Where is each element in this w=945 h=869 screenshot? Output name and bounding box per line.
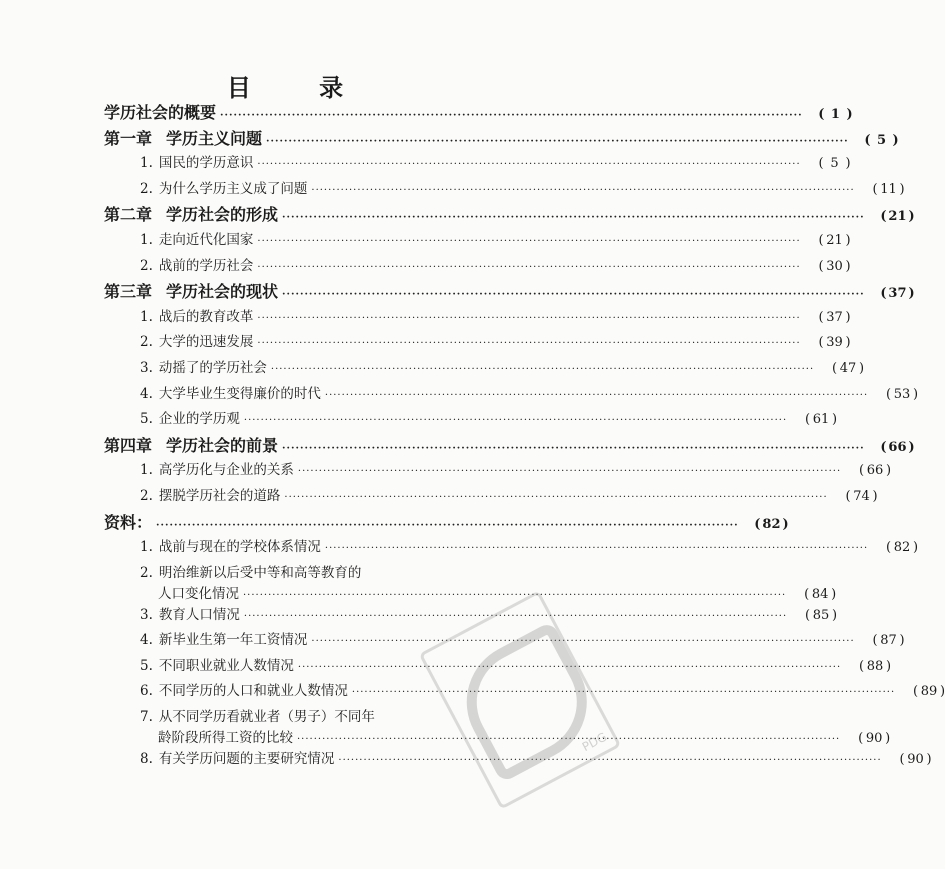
page-number: ( 90 )	[899, 752, 932, 768]
dot-leader	[156, 520, 739, 531]
page-number-value: 85	[812, 607, 830, 623]
page-number-value: 61	[812, 412, 830, 428]
page-number: ( 90 )	[858, 731, 891, 747]
entry-label: 大学毕业生变得廉价的时代	[158, 385, 321, 402]
page-number: ( 47 )	[831, 360, 865, 376]
entry-label: 人口变化情况	[158, 585, 239, 602]
entry-label: 龄阶段所得工资的比较	[158, 730, 293, 747]
page-number: ( 85 )	[804, 607, 838, 623]
entry-number: 3.	[140, 359, 153, 376]
page-number: ( 66 )	[880, 439, 915, 455]
toc-section-entry[interactable]	[104, 458, 892, 484]
entry-number: 2.	[140, 564, 153, 581]
entry-number: 5.	[140, 411, 153, 428]
toc-chapter-entry[interactable]	[104, 510, 789, 536]
toc-section-entry[interactable]	[104, 561, 494, 582]
toc-section-entry[interactable]	[104, 356, 865, 382]
entry-number: 2.	[140, 257, 153, 274]
toc-section-entry[interactable]	[104, 705, 494, 726]
entry-number: 5.	[140, 657, 153, 674]
page-number-value: 53	[893, 386, 911, 402]
entry-label: 不同职业就业人数情况	[158, 657, 294, 674]
toc-section-entry[interactable]	[104, 747, 932, 773]
dot-leader	[282, 289, 865, 300]
toc-section-entry[interactable]	[104, 228, 851, 254]
page-number-value: 82	[762, 516, 781, 532]
entry-label: 从不同学历看就业者（男子）不同年	[158, 709, 375, 726]
toc-section-entry[interactable]	[104, 330, 851, 356]
page-number: ( 37 )	[818, 309, 851, 325]
page-number: ( 21 )	[818, 232, 851, 248]
page-number-value: 87	[880, 633, 897, 649]
entry-number: 2.	[140, 334, 153, 351]
page-number: ( 39 )	[818, 335, 851, 351]
entry-number: 4.	[140, 632, 153, 649]
entry-label: 学历社会的形成	[166, 205, 279, 225]
entry-number: 1.	[140, 462, 153, 479]
dot-leader	[244, 415, 787, 426]
dot-leader	[257, 338, 800, 349]
page-number-value: 89	[920, 684, 938, 700]
entry-label: 明治维新以后受中等和高等教育的	[158, 564, 362, 581]
dot-leader	[352, 687, 895, 698]
page-number-value: 5	[830, 156, 839, 172]
watermark-text: PDG	[579, 729, 610, 755]
toc-chapter-entry[interactable]	[104, 433, 915, 459]
entry-number: 1.	[140, 539, 153, 556]
page-number-value: 11	[880, 181, 897, 197]
page-number-value: 84	[811, 586, 829, 602]
chapter-number: 第一章	[104, 128, 153, 148]
page-number: ( 87 )	[872, 633, 905, 649]
page-number: ( 82 )	[885, 540, 919, 556]
page-number: ( 11 )	[872, 181, 905, 197]
toc-section-entry[interactable]	[104, 582, 837, 603]
entry-label: 学历社会的概要	[104, 103, 217, 122]
entry-label: 学历社会的现状	[166, 282, 279, 302]
dot-leader	[311, 636, 854, 647]
page-number-value: 5	[876, 132, 886, 148]
entry-label: 新毕业生第一年工资情况	[158, 632, 308, 649]
page-number: ( 30 )	[818, 258, 851, 274]
entry-number: 7.	[140, 709, 153, 726]
page-number: ( 5 )	[864, 132, 899, 148]
page-number-value: 90	[907, 752, 924, 768]
dot-leader	[271, 364, 814, 375]
toc-section-entry[interactable]	[104, 382, 919, 408]
entry-label: 摆脱学历社会的道路	[158, 487, 281, 504]
page-number-value: 30	[826, 258, 843, 274]
entry-label: 不同学历的人口和就业人数情况	[158, 683, 348, 700]
page-number-value: 82	[893, 540, 911, 556]
toc-chapter-entry[interactable]	[104, 279, 915, 305]
entry-label: 有关学历问题的主要研究情况	[158, 751, 335, 768]
page-number: ( 1 )	[818, 107, 853, 122]
toc-chapter-entry[interactable]	[104, 126, 899, 152]
page-number-value: 74	[853, 488, 870, 504]
page-number: ( 66 )	[858, 463, 892, 479]
page-number-value: 37	[888, 286, 907, 302]
entry-label: 战后的教育改革	[158, 308, 254, 325]
toc-section-entry[interactable]	[104, 535, 919, 561]
chapter-number: 第二章	[104, 205, 153, 225]
chapter-number: 第四章	[104, 435, 153, 455]
page-number-value: 47	[839, 360, 857, 376]
dot-leader	[257, 313, 800, 324]
dot-leader	[257, 236, 800, 247]
entry-label: 大学的迅速发展	[158, 334, 254, 351]
entry-number: 3.	[140, 606, 153, 623]
entry-label: 高学历化与企业的关系	[158, 462, 294, 479]
entry-label: 走向近代化国家	[158, 231, 254, 248]
toc-section-entry[interactable]	[104, 254, 851, 280]
page-number: ( 21 )	[880, 209, 915, 225]
entry-label: 教育人口情况	[158, 606, 240, 623]
entry-label: 战前与现在的学校体系情况	[158, 539, 321, 556]
page-number-value: 39	[826, 335, 843, 351]
dot-leader	[257, 262, 800, 273]
page-number-value: 66	[866, 463, 884, 479]
entry-number: 8.	[140, 751, 153, 768]
entry-label: 为什么学历主义成了问题	[158, 180, 308, 197]
dot-leader	[338, 755, 881, 766]
page-number: ( 88 )	[858, 658, 892, 674]
toc-chapter-entry[interactable]	[104, 100, 853, 126]
page-number-value: 90	[865, 731, 883, 747]
toc-chapter-entry[interactable]	[104, 202, 915, 228]
entry-label: 学历社会的前景	[166, 435, 279, 455]
entry-number: 4.	[140, 385, 153, 402]
entry-label: 资料：	[104, 512, 153, 532]
entry-number: 1.	[140, 155, 153, 172]
page-number: ( 89 )	[912, 684, 945, 700]
dot-leader	[266, 136, 849, 147]
page-number: ( 74 )	[845, 488, 878, 504]
chapter-number: 第三章	[104, 282, 153, 302]
toc-section-entry[interactable]	[104, 305, 851, 331]
dot-leader	[282, 443, 865, 454]
toc-section-entry[interactable]	[104, 603, 838, 629]
dot-leader	[298, 466, 841, 477]
page-number-value: 21	[826, 232, 843, 248]
page-number: ( 5 )	[818, 156, 851, 172]
entry-number: 1.	[140, 231, 153, 248]
dot-leader	[243, 590, 786, 601]
toc-section-entry[interactable]	[104, 407, 838, 433]
page-number: ( 37 )	[880, 286, 915, 302]
toc-section-entry[interactable]	[104, 151, 851, 177]
entry-number: 1.	[140, 308, 153, 325]
page-number: ( 84 )	[804, 586, 837, 602]
entry-label: 学历主义问题	[166, 128, 263, 148]
page-number-value: 1	[830, 107, 840, 122]
dot-leader	[311, 185, 854, 196]
entry-label: 企业的学历观	[158, 411, 240, 428]
entry-label: 国民的学历意识	[158, 155, 254, 172]
page-number: ( 82 )	[754, 516, 789, 532]
dot-leader	[220, 110, 803, 121]
entry-number: 2.	[140, 180, 153, 197]
page-title: 目 录	[226, 74, 374, 102]
dot-leader	[257, 159, 800, 170]
dot-leader	[325, 543, 868, 554]
page-number: ( 61 )	[804, 412, 838, 428]
page-number-value: 37	[826, 309, 843, 325]
dot-leader	[282, 212, 865, 223]
dot-leader	[284, 492, 827, 503]
page-number-value: 88	[866, 658, 884, 674]
page-number-value: 21	[888, 209, 907, 225]
toc-section-entry[interactable]	[104, 484, 878, 510]
page-number: ( 53 )	[885, 386, 919, 402]
entry-label: 动摇了的学历社会	[158, 359, 267, 376]
toc-section-entry[interactable]	[104, 177, 905, 203]
entry-number: 2.	[140, 487, 153, 504]
page-number-value: 66	[888, 439, 907, 455]
dot-leader	[325, 390, 868, 401]
entry-number: 6.	[140, 683, 153, 700]
entry-label: 战前的学历社会	[158, 257, 254, 274]
